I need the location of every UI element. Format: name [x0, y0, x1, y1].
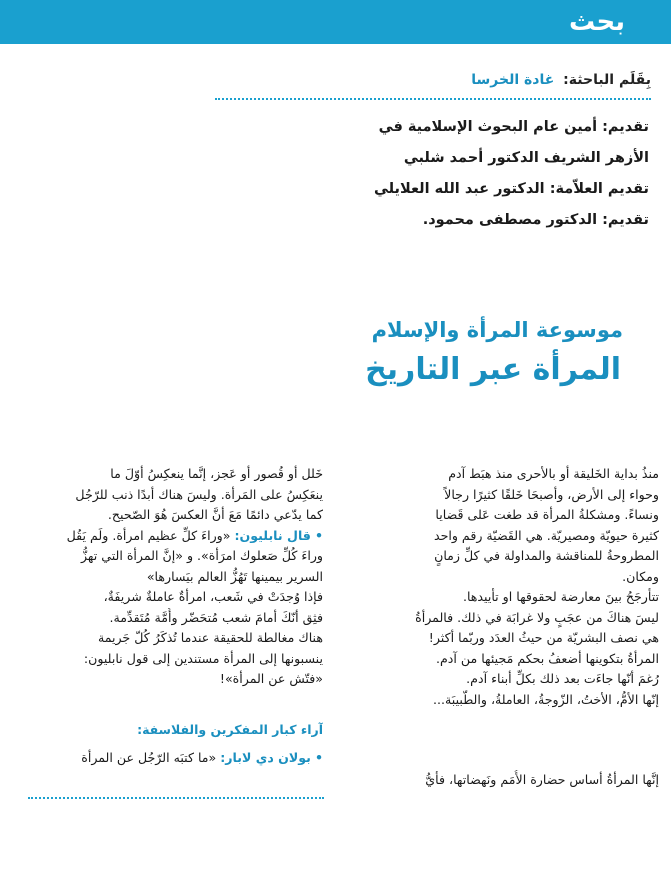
body-line: خَلل أو قُصور أو عَجز، إنَّما ينعكِسُ أوّلَ ما — [110, 466, 323, 481]
section-subheading: آراء كبار المفكرين والفلاسفة: — [137, 721, 323, 737]
body-line: ليسَ هناكَ من عجَبٍ ولا غرابَة في ذلك. فالمرأةُ — [415, 609, 659, 625]
byline-prefix: بِقَلَم الباحثة: — [563, 72, 651, 88]
paragraph-gap — [13, 710, 323, 720]
intro-line: تقديم: أمين عام البحوث الإسلامية في — [378, 119, 649, 135]
bullet-icon: • — [314, 750, 323, 765]
bullet-icon: • — [314, 527, 323, 543]
intro-line: تقديم: الدكتور مصطفى محمود. — [422, 212, 649, 228]
body-line: كما يدّعي دائمًا مَعَ أنَّ العكسَ هُوَ الصّحيح. — [107, 507, 323, 522]
text-column-left — [13, 464, 323, 769]
article-title: المرأة عبر التاريخ — [365, 352, 621, 387]
body-line: إنَّها المرأةُ أساس حضارة الأُمَم ونَهضاتها، فأيُّ — [425, 772, 659, 787]
body-line: هناك مغالطة للحقيقة عندما تُذكَرُ كُلّ جَريمة — [97, 630, 323, 645]
body-line: منذُ بداية الخَليقة أو بالأحرى منذ هبَط آدم — [448, 466, 659, 481]
quote-attribution: قال نابليون: — [234, 527, 311, 543]
intro-credits — [229, 112, 649, 236]
dotted-divider — [28, 797, 324, 799]
author-name: غادة الخرسا — [471, 72, 555, 88]
quote-text: «وراءَ كلِّ عظيم امرأة. ولَم يَقُل — [66, 527, 231, 543]
paragraph-gap — [349, 730, 659, 750]
body-line: ونساءً. ومشكلةُ المرأة قد طغت عَلى قَضايا — [435, 507, 659, 522]
paragraph-gap — [13, 740, 323, 748]
body-line: ينعَكِسُ على المَرأة. وليسَ هناك أبدًا ذنب للرّجُل — [75, 486, 323, 502]
intro-line: تقديم العلاّمة: الدكتور عبد الله العلايلي — [373, 181, 649, 197]
paragraph-gap — [13, 690, 323, 710]
body-line: ومكان. — [622, 568, 659, 584]
body-line: كثيرة حيويّة ومصيريّة. هي القَضيّة رقم واحد — [433, 527, 659, 543]
body-line: وراءَ كُلِّ صَعلوك امرَأة». و «إنَّ المرأة التي تهزُّ — [80, 548, 323, 563]
quote-line — [13, 526, 323, 547]
body-line: رُغمَ أنّها جاءَت بعد ذلك بكلِّ أبناء آدم. — [466, 671, 659, 686]
paragraph-gap — [349, 750, 659, 770]
body-line: وحواء إلى الأرض، وأصبحَا خَلقًا كثيرًا رجالاً — [444, 486, 659, 502]
text-column-right — [349, 464, 659, 791]
paragraph-gap — [349, 710, 659, 730]
dotted-divider — [215, 98, 651, 100]
intro-line: الأزهر الشريف الدكتور أحمد شلبي — [403, 150, 649, 166]
body-line: فإذا وُجدَتْ في شَعب، امرأةٌ عاملةٌ شريفَةٌ، — [103, 589, 323, 604]
body-line: المرأةُ بتكوينها أضعفُ بحكم مَجيئها من آدم. — [435, 650, 659, 666]
byline — [471, 72, 651, 88]
body-line: إنّها الأمُّ، الأختُ، الزّوجةُ، العاملةُ، والطّبيبَة... — [433, 691, 659, 707]
quote-attribution: بولان دي لابار: — [220, 750, 311, 765]
section-label: بحث — [568, 7, 625, 37]
body-line: تتأرجَحُ بينَ معارضة لحقوقها او تأييدها. — [462, 589, 659, 604]
body-line: فثِق أنّكَ أمامَ شعب مُتحَضّر وأُمَّة مُتَقدِّمة. — [109, 609, 323, 625]
body-line: هي نصف البشريّة من حيثُ العدَد وربّما أكثر! — [428, 630, 659, 645]
body-line: ينسبونها إلى المرأة مستندين إلى قول نابليون: — [83, 650, 323, 666]
section-header-bar — [0, 0, 671, 44]
body-line: «فتّش عن المرأة»! — [219, 671, 323, 686]
quote-line — [13, 748, 323, 769]
body-line: المطروحةُ للمناقشة والمداولة في كلِّ زمانٍ — [434, 548, 659, 563]
body-line: السرير بيمينها تَهُزُّ العالم بيَسارها» — [146, 568, 323, 584]
article-subtitle: موسوعة المرأة والإسلام — [371, 318, 623, 342]
quote-text: «ما كتبَه الرّجُل عن المرأة — [81, 750, 217, 765]
